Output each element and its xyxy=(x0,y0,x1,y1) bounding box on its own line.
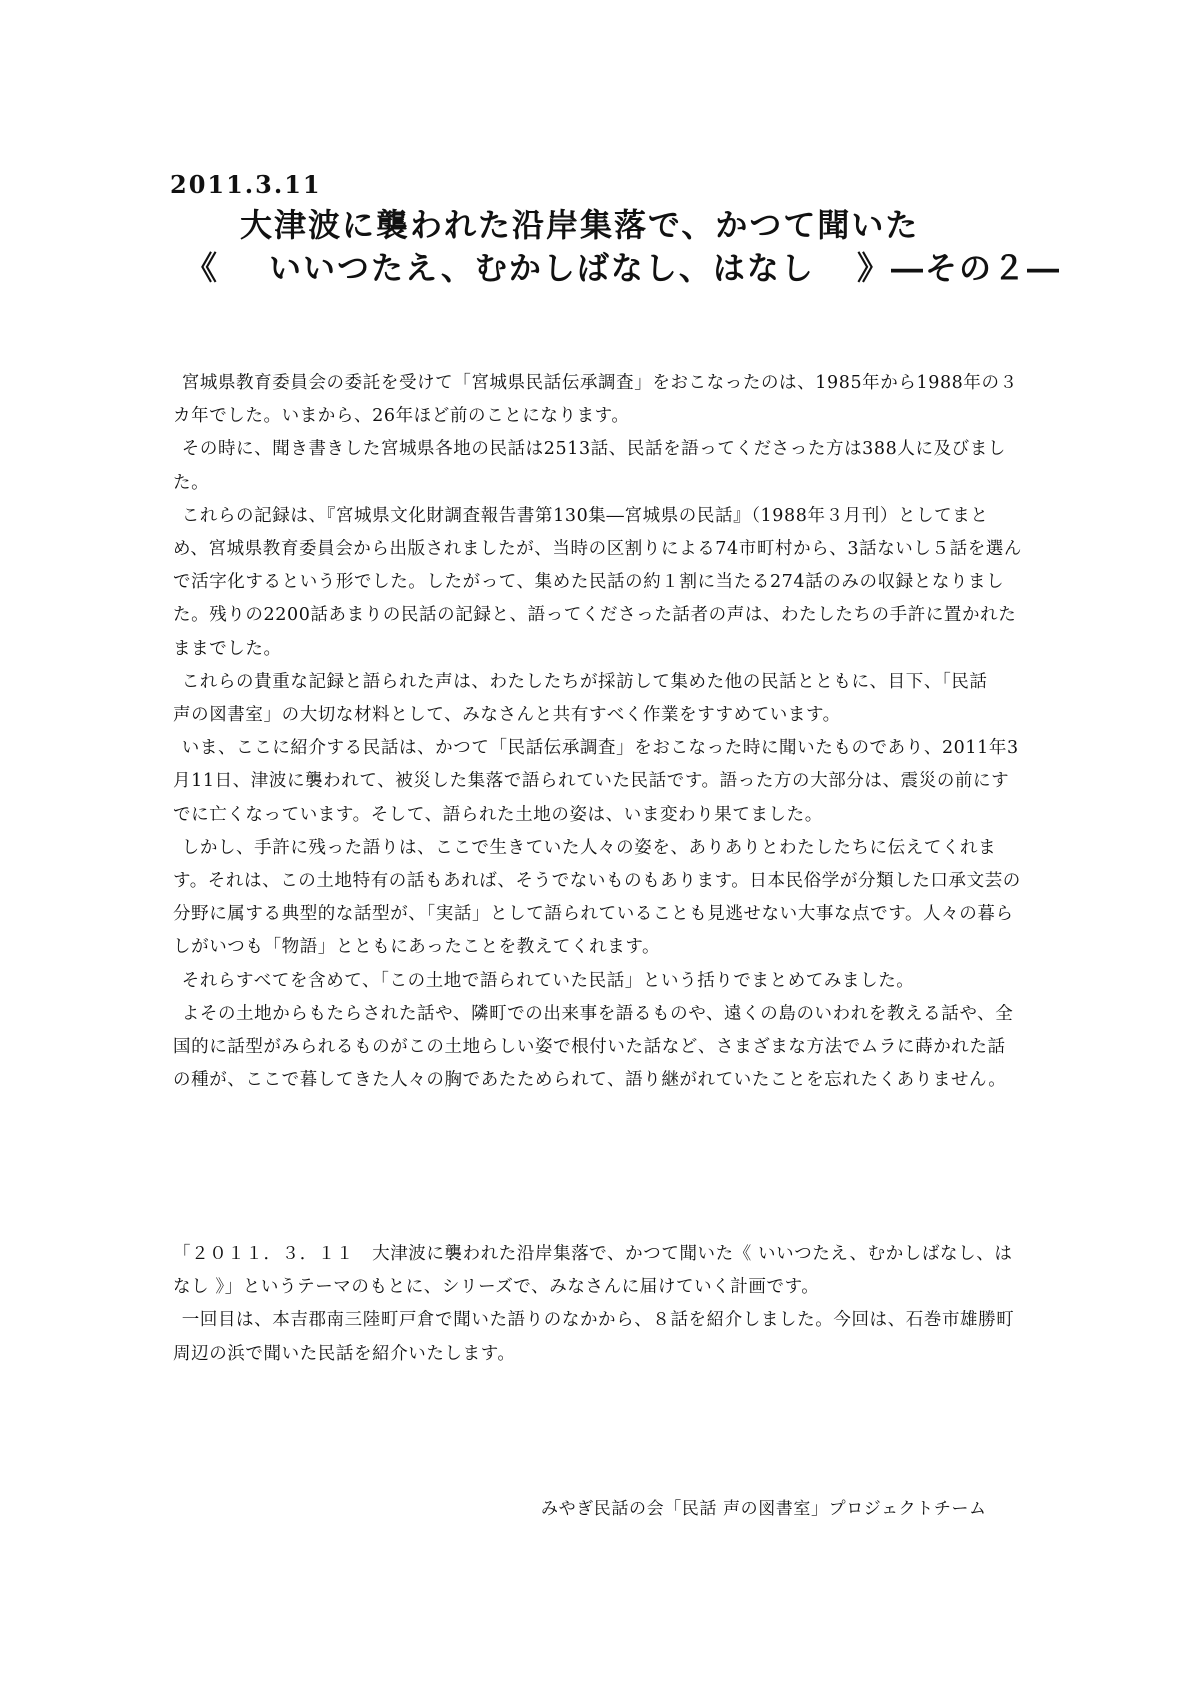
body-paragraph: それらすべてを含めて、「この土地で語られていた民話」という括りでまとめてみました。 xyxy=(181,970,915,991)
body-paragraph: これらの貴重な記録と語られた声は、わたしたちが採訪して集めた他の民話とともに、目下、「民話 声の図書室」の大切な材料として、みなさんと共有すべく作業をすすめています。 xyxy=(173,671,1006,726)
body-paragraph: これらの記録は、『宮城県文化財調査報告書第130集―宮城県の民話』（1988年３月刊）としてまとめ、宮城県教育委員会から出版されましたが、当時の区割りによる74市町村から、3話ないし５話を選んで活字化するという形でした。したがって、集めた民話の約１割に当たる274話のみの収録となりました。残りの2200話あまりの民話の記録と、語ってくださった話者の声は、わたしたちの手許に置かれたままでした。 xyxy=(173,505,1022,659)
series-note-paragraph: 「２０１１．３．１１ 大津波に襲われた沿岸集落で、かつて聞いた《 いいつたえ、むかしばなし、はなし 》」というテーマのもとに、シリーズで、みなさんに届けていく計画です。 xyxy=(173,1244,1013,1298)
body-paragraph: しかし、手許に残った語りは、ここで生きていた人々の姿を、ありありとわたしたちに伝えてくれます。それは、この土地特有の話もあれば、そうでないものもあります。日本民俗学が分類した口承文芸の分野に属する典型的な話型が、「実話」として語られていることも見逃せない大事な点です。人々の暮らしがいつも「物語」とともにあったことを教えてくれます。 xyxy=(173,837,1021,958)
title-line-2 xyxy=(185,243,1061,289)
title-bracket-open: 《 xyxy=(185,249,220,287)
title-line-1: 大津波に襲われた沿岸集落で、かつて聞いた xyxy=(240,206,920,244)
title-main-phrase: いいつたえ、むかしばなし、はなし xyxy=(269,249,815,287)
body-paragraph: 宮城県教育委員会の委託を受けて「宮城県民話伝承調査」をおこなったのは、1985年から1988年の３カ年でした。いまから、26年ほど前のことになります。 xyxy=(173,373,1018,427)
body-paragraph: いま、ここに紹介する民話は、かつて「民話伝承調査」をおこなった時に聞いたものであり、2011年3月11日、津波に襲われて、被災した集落で語られていた民話です。語った方の大部分は、震災の前にすでに亡くなっています。そして、語られた土地の姿は、いま変わり果てました。 xyxy=(173,738,1019,825)
series-note-paragraph: 一回目は、本吉郡南三陸町戸倉で聞いた語りのなかから、８話を紹介しました。今回は、石巻市雄勝町周辺の浜で聞いた民話を紹介いたします。 xyxy=(173,1310,1015,1364)
document-date: 2011.3.11 xyxy=(170,170,322,199)
series-note xyxy=(173,1238,1023,1371)
body-paragraph: その時に、聞き書きした宮城県各地の民話は2513話、民話を語ってくださった方は388人に及びました。 xyxy=(173,439,1006,493)
signature: みやぎ民話の会「民話 声の図書室」プロジェクトチーム xyxy=(541,1499,987,1519)
body-paragraph: よその土地からもたらされた話や、隣町での出来事を語るものや、遠くの島のいわれを教える話や、全国的に話型がみられるものがこの土地らしい姿で根付いた話など、さまざまな方法でムラに蒔かれた話の種が、ここで暮してきた人々の胸であたためられて、語り継がれていたことを忘れたくありません。 xyxy=(173,1003,1014,1091)
body-text xyxy=(173,367,1023,1097)
title-bracket-close-and-part: 》―その２― xyxy=(856,249,1061,287)
